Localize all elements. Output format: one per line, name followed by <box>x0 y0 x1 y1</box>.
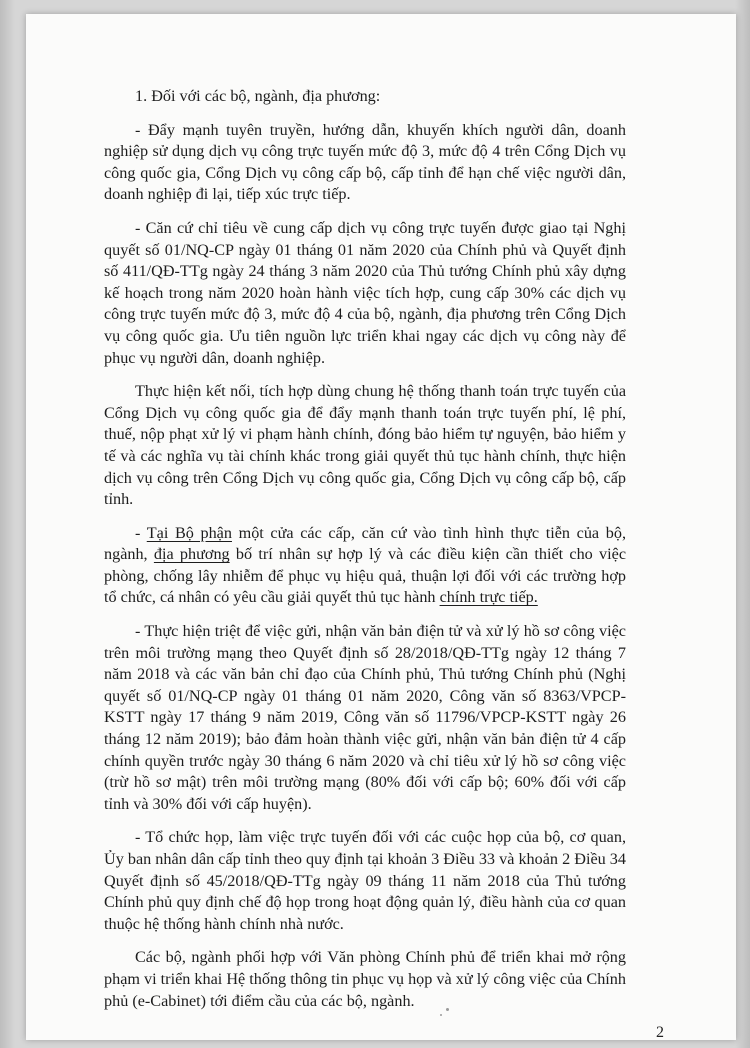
underlined-text: Tại Bộ phận <box>146 523 232 542</box>
text-run: bố trí nhân sự hợp lý và các điều kiện cần thiết cho việc phòng, chống lây nhiễm để phục vụ hiệu quả, thuận lợi đối với các trường hợp tổ chức, cá nhân có yêu cầu giải quyết thủ tục hành <box>104 545 627 607</box>
paragraph-promote-online-services: - Đẩy mạnh tuyên truyền, hướng dẫn, khuyến khích người dân, doanh nghiệp sử dụng dịch vụ công trực tuyến mức độ 3, mức độ 4 trên Cổng Dịch vụ công quốc gia, Cổng Dịch vụ công cấp bộ, cấp tỉnh để hạn chế việc người dân, doanh nghiệp đi lại, tiếp xúc trực tiếp. <box>104 120 626 204</box>
paragraph-online-payment: Thực hiện kết nối, tích hợp dùng chung hệ thống thanh toán trực tuyến của Cổng Dịch vụ công quốc gia để đẩy mạnh thanh toán trực tuyến phí, lệ phí, thuế, nộp phạt xử lý vi phạm hành chính, đóng bảo hiểm tự nguyện, bảo hiểm y tế và các nghĩa vụ tài chính khác trong giải quyết thủ tục hành chính, thực hiện dịch vụ công trên Cổng Dịch vụ công quốc gia, Cổng Dịch vụ công cấp bộ, cấp tỉnh. <box>104 382 626 509</box>
section-heading: 1. Đối với các bộ, ngành, địa phương: <box>135 87 381 105</box>
paragraph-service-targets: - Căn cứ chỉ tiêu về cung cấp dịch vụ công trực tuyến được giao tại Nghị quyết số 01/NQ-CP ngày 01 tháng 01 năm 2020 của Chính phủ và Quyết định số 411/QĐ-TTg ngày 24 tháng 3 năm 2020 của Thủ tướng Chính phủ xây dựng kế hoạch trong năm 2020 hoàn hành việc tích hợp, cung cấp 30% các dịch vụ công trực tuyến mức độ 3, mức độ 4 của bộ, ngành, địa phương trên Cổng Dịch vụ công quốc gia. Ưu tiên nguồn lực triển khai ngay các dịch vụ công này để phục vụ người dân, doanh nghiệp. <box>104 218 626 367</box>
underlined-text: địa phương <box>153 545 230 564</box>
underlined-text: chính trực tiếp. <box>439 588 538 607</box>
paragraph-electronic-documents: - Thực hiện triệt để việc gửi, nhận văn bản điện tử và xử lý hồ sơ công việc trên môi trường mạng theo Quyết định số 28/2018/QĐ-TTg ngày 12 tháng 7 năm 2018 và các văn bản chỉ đạo của Chính phủ, Thủ tướng Chính phủ (Nghị quyết số 01/NQ-CP ngày 01 tháng 01 năm 2020, Công văn số 8363/VPCP-KSTT ngày 17 tháng 9 năm 2019, Công văn số 11796/VPCP-KSTT ngày 26 tháng 12 năm 2019); bảo đảm hoàn thành việc gửi, nhận văn bản điện tử 4 cấp chính quyền trước ngày 30 tháng 6 năm 2020 và chỉ tiêu xử lý hồ sơ công việc (trừ hồ sơ mật) trên môi trường mạng (80% đối với cấp bộ; 60% đối với cấp tỉnh và 30% đối với cấp huyện). <box>104 622 626 813</box>
page-number: 2 <box>656 1024 664 1041</box>
paragraph-online-meetings: - Tổ chức họp, làm việc trực tuyến đối với các cuộc họp của bộ, cơ quan, Ủy ban nhân dân cấp tỉnh theo quy định tại khoản 3 Điều 33 và khoản 2 Điều 34 Quyết định số 45/2018/QĐ-TTg ngày 09 tháng 11 năm 2018 của Thủ tướng Chính phủ quy định chế độ họp trong hoạt động quản lý, điều hành của cơ quan thuộc hệ thống hành chính nhà nước. <box>104 828 626 933</box>
paragraph-one-stop-shop <box>104 523 626 609</box>
text-run: - <box>135 523 147 542</box>
document-body <box>104 86 626 1024</box>
paragraph-e-cabinet: Các bộ, ngành phối hợp với Văn phòng Chính phủ để triển khai mở rộng phạm vi triển khai Hệ thống thông tin phục vụ họp và xử lý công việc của Chính phủ (e-Cabinet) tới điểm cầu của các bộ, ngành. <box>104 948 626 1010</box>
text-run: một cửa các cấp, căn cứ vào tình hình thực tiễn của bộ, ngành, <box>104 523 626 564</box>
